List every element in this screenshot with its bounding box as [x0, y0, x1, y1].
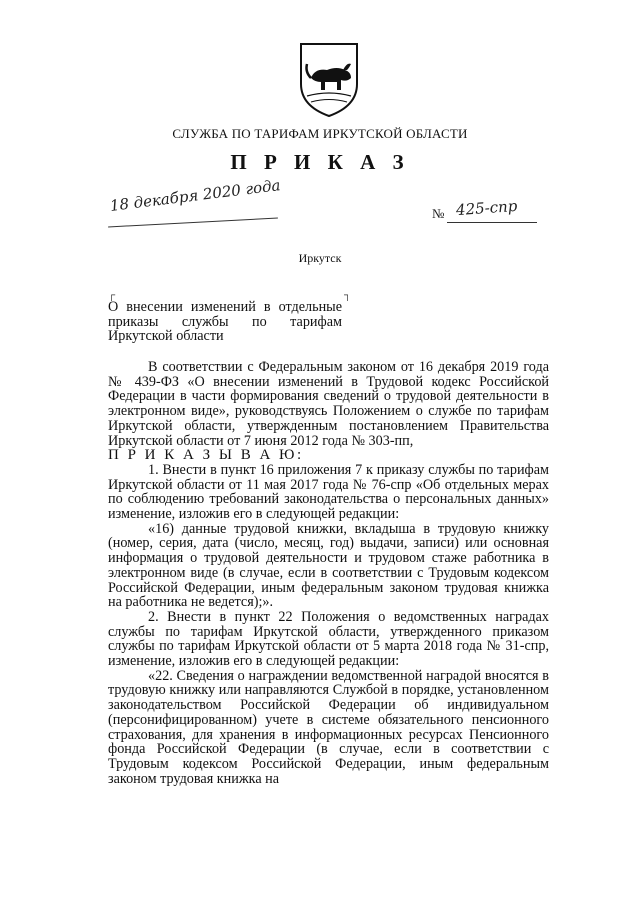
document-body — [108, 360, 549, 786]
organization-name: СЛУЖБА ПО ТАРИФАМ ИРКУТСКОЙ ОБЛАСТИ — [172, 126, 468, 141]
date-underline — [108, 218, 278, 228]
subject-corner-right: ┐ — [344, 290, 352, 301]
item-1-quote: «16) данные трудовой книжки, вкладыша в трудовую книжку (номер, серия, дата (число, месяц, год) выдачи, записи) или основная информация о трудовой деятельности и трудовом стаже работника в электронном виде (в случае, если в соответствии с Трудовым кодексом Российской Федерации, иным федеральным законом трудовая книжка на работника не ведется);». — [108, 520, 549, 611]
item-2-quote: «22. Сведения о награждении ведомственной наградой вносятся в трудовую книжку или направляются Службой в порядке, установленном законодательством Российской Федерации об индивидуальном (персонифицированном) учете в системе обязательного пенсионного страхования, для хранения в информационных ресурсах Пенсионного фонда Российской Федерации (в случае, если в соответствии с Трудовым кодексом Российской Федерации, иным федеральным законом трудовая книжка на — [108, 667, 549, 787]
item-1-paragraph: 1. Внести в пункт 16 приложения 7 к приказу службы по тарифам Иркутской области от 11 мая 2017 года № 76-спр «Об отдельных мерах по соблюдению требований законодательства о персональных данных» изменение, изложив его в следующей редакции: — [108, 461, 549, 523]
number-underline — [447, 222, 537, 223]
preamble-paragraph: В соответствии с Федеральным законом от 16 декабря 2019 года № 439-ФЗ «О внесении изменений в Трудовой кодекс Российской Федерации в части формирования сведений о трудовой деятельности в электронном виде», руководствуясь Положением о службе по тарифам Иркутской области, утвержденным постановлением Правительства Иркутской области от 7 июня 2012 года № 303-пп, — [108, 359, 549, 449]
subject-text: О внесении изменений в отдельные приказы службы по тарифам Иркутской области — [108, 299, 342, 344]
city-name: Иркутск — [298, 251, 342, 265]
number-sign: № — [432, 206, 445, 221]
handwritten-number: 425-спр — [455, 196, 518, 220]
order-word: П Р И К А З Ы В А Ю: — [108, 447, 304, 464]
handwritten-date: 18 декабря 2020 года — [108, 176, 282, 215]
item-2-paragraph: 2. Внести в пункт 22 Положения о ведомственных наградах службы по тарифам Иркутской области, утвержденного приказом службы по тарифам Иркутской области от 5 марта 2018 года № 31-спр, изменение, изложив его в следующей редакции: — [108, 608, 549, 670]
subject-corner-left: ┌ — [108, 290, 116, 301]
document-type-title: П Р И К А З — [230, 150, 410, 174]
coat-of-arms-icon — [297, 40, 361, 120]
